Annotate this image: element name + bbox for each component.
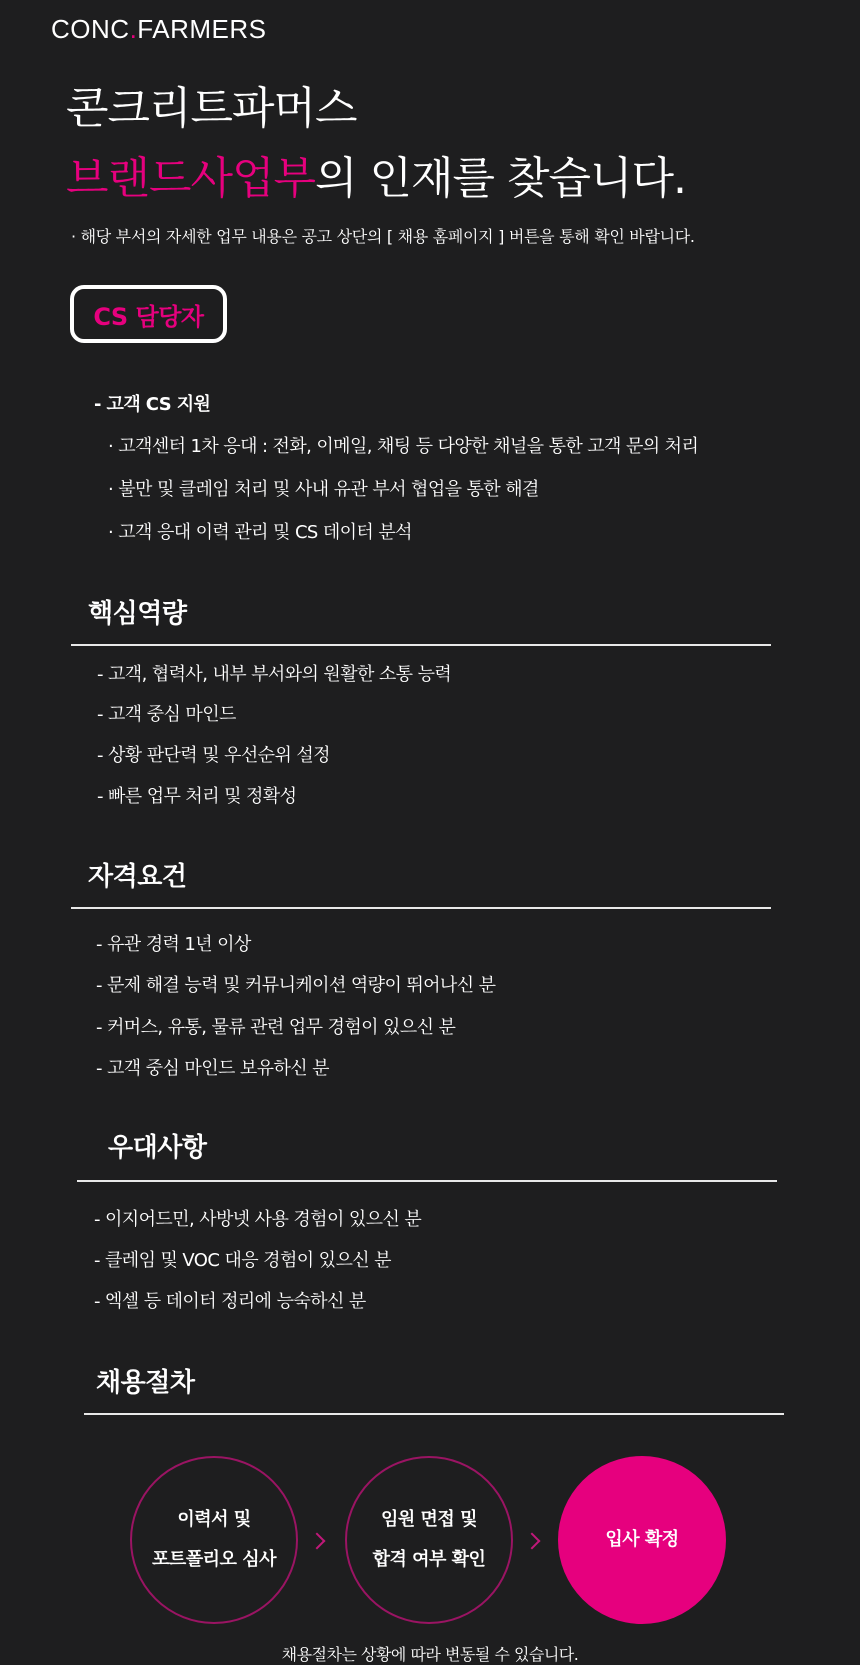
preferred-item: - 클레임 및 VOC 대응 경험이 있으신 분 <box>94 1250 391 1271</box>
preferred-item: - 이지어드민, 사방넷 사용 경험이 있으신 분 <box>94 1209 422 1230</box>
preferred-item: - 엑셀 등 데이터 정리에 능숙하신 분 <box>94 1291 366 1312</box>
duty-item: · 고객센터 1차 응대 : 전화, 이메일, 채팅 등 다양한 채널을 통한 고객 문의 처리 <box>108 436 699 457</box>
qualification-item: - 커머스, 유통, 물류 관련 업무 경험이 있으신 분 <box>96 1017 456 1038</box>
notice-text: · 해당 부서의 자세한 업무 내용은 공고 상단의 [ 채용 홈페이지 ] 버튼을 통해 확인 바랍니다. <box>71 227 695 246</box>
process-heading: 채용절차 <box>96 1368 195 1398</box>
duty-item: · 불만 및 클레임 처리 및 사내 유관 부서 협업을 통한 해결 <box>108 479 539 500</box>
process-step-line: 입사 확정 <box>605 1529 679 1550</box>
chevron-right-icon <box>309 1533 326 1550</box>
competency-item: - 상황 판단력 및 우선순위 설정 <box>97 745 330 766</box>
process-step-line: 임원 면접 및 <box>381 1509 477 1530</box>
logo-dot: . <box>129 14 138 44</box>
section-divider <box>71 907 771 909</box>
competencies-heading: 핵심역량 <box>88 599 187 629</box>
headline-line2 <box>66 142 686 206</box>
process-step-line: 합격 여부 확인 <box>372 1549 486 1570</box>
process-step-3 <box>558 1456 726 1624</box>
process-step-line: 이력서 및 <box>177 1509 251 1530</box>
section-divider <box>71 644 771 646</box>
competency-item: - 고객 중심 마인드 <box>97 704 236 725</box>
qualification-item: - 고객 중심 마인드 보유하신 분 <box>96 1058 329 1079</box>
process-step-1 <box>130 1456 298 1624</box>
headline-line1: 콘크리트파머스 <box>66 83 357 134</box>
process-step-2 <box>345 1456 513 1624</box>
logo-part2: FARMERS <box>137 14 267 44</box>
role-title: CS 담당자 <box>93 302 204 331</box>
section-divider <box>77 1180 777 1182</box>
section-divider <box>84 1413 784 1415</box>
process-step-line: 포트폴리오 심사 <box>152 1549 276 1570</box>
competency-item: - 빠른 업무 처리 및 정확성 <box>97 786 297 807</box>
duty-item: · 고객 응대 이력 관리 및 CS 데이터 분석 <box>108 522 412 543</box>
logo-part1: CONC <box>51 14 130 44</box>
preferred-heading: 우대사항 <box>108 1133 207 1163</box>
process-footnote: 채용절차는 상황에 따라 변동될 수 있습니다. <box>281 1645 579 1664</box>
role-badge <box>70 285 227 343</box>
headline-rest: 의 인재를 찾습니다. <box>315 153 687 204</box>
qualification-item: - 유관 경력 1년 이상 <box>96 934 251 955</box>
qualifications-heading: 자격요건 <box>88 862 187 892</box>
competency-item: - 고객, 협력사, 내부 부서와의 원활한 소통 능력 <box>97 664 452 685</box>
duty-title: - 고객 CS 지원 <box>94 394 211 415</box>
qualification-item: - 문제 해결 능력 및 커뮤니케이션 역량이 뛰어나신 분 <box>96 975 496 996</box>
headline-highlight: 브랜드사업부 <box>66 153 316 204</box>
brand-logo <box>51 14 266 45</box>
chevron-right-icon <box>524 1533 541 1550</box>
